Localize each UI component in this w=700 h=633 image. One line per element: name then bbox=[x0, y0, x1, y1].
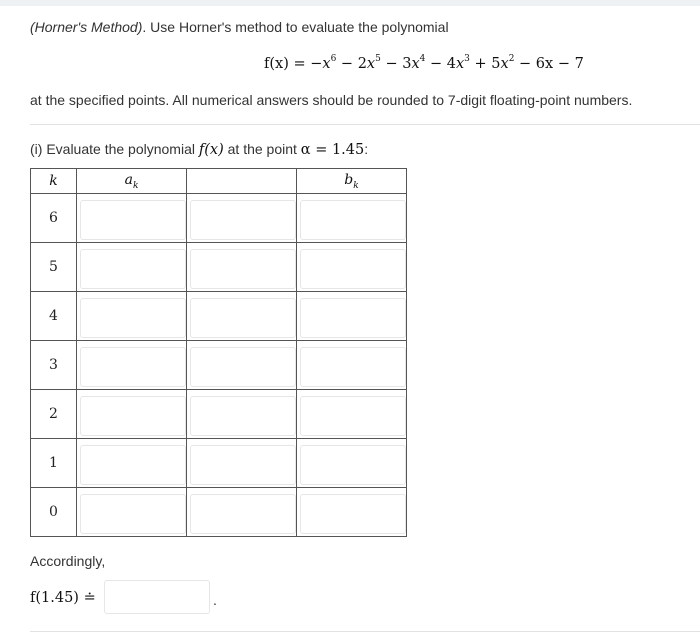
bk-cell bbox=[297, 243, 407, 292]
bk-cell bbox=[297, 341, 407, 390]
mid-cell bbox=[187, 488, 297, 537]
ak-input[interactable] bbox=[80, 298, 186, 338]
problem-intro bbox=[30, 19, 449, 35]
bk-input[interactable] bbox=[300, 249, 406, 289]
accordingly-label: Accordingly, bbox=[30, 553, 106, 569]
row-k: 0 bbox=[31, 488, 77, 537]
formula-term bbox=[425, 56, 470, 72]
ak-input[interactable] bbox=[80, 249, 186, 289]
mid-input[interactable] bbox=[190, 249, 296, 289]
rounding-instruction: at the specified points. All numerical answers should be rounded to 7-digit floating-point numbers. bbox=[30, 92, 633, 108]
ak-input[interactable] bbox=[80, 445, 186, 485]
divider-top bbox=[30, 124, 700, 125]
ak-input[interactable] bbox=[80, 347, 186, 387]
header-bk bbox=[297, 169, 407, 194]
alpha-value: α = 1.45 bbox=[300, 142, 365, 158]
mid-cell bbox=[187, 243, 297, 292]
ak-cell bbox=[77, 194, 187, 243]
ak-cell bbox=[77, 341, 187, 390]
formula-term bbox=[310, 56, 336, 72]
row-k: 3 bbox=[31, 341, 77, 390]
ak-input[interactable] bbox=[80, 494, 186, 534]
row-k: 4 bbox=[31, 292, 77, 341]
result-period: . bbox=[213, 592, 217, 608]
table-row bbox=[31, 390, 407, 439]
term-sign: + bbox=[469, 56, 492, 72]
term-variable: x bbox=[500, 56, 509, 72]
formula-term bbox=[381, 56, 426, 72]
header-b-sub: k bbox=[353, 180, 359, 191]
mid-input[interactable] bbox=[190, 494, 296, 534]
part-i-prompt bbox=[30, 141, 368, 158]
term-exponent: 4 bbox=[419, 54, 426, 64]
table-row bbox=[31, 488, 407, 537]
method-name: (Horner's Method) bbox=[30, 19, 143, 35]
formula-lhs: f(x) = bbox=[264, 56, 311, 72]
term-exponent: 2 bbox=[508, 54, 515, 64]
header-blank bbox=[187, 169, 297, 194]
term-coef: 5 bbox=[491, 56, 501, 72]
bk-cell bbox=[297, 439, 407, 488]
formula-term bbox=[470, 56, 515, 72]
table-row bbox=[31, 194, 407, 243]
mid-input[interactable] bbox=[190, 347, 296, 387]
horner-table bbox=[30, 168, 407, 537]
term-sign: − bbox=[310, 56, 323, 72]
formula-tail: − 6x − 7 bbox=[514, 56, 584, 72]
bk-cell bbox=[297, 292, 407, 341]
bk-input[interactable] bbox=[300, 347, 406, 387]
mid-input[interactable] bbox=[190, 445, 296, 485]
term-coef: 3 bbox=[402, 56, 412, 72]
ak-cell bbox=[77, 243, 187, 292]
bk-cell bbox=[297, 194, 407, 243]
header-b: b bbox=[344, 171, 354, 188]
header-k: k bbox=[31, 169, 77, 194]
part-label: (i) Evaluate the polynomial bbox=[30, 141, 199, 157]
table-row bbox=[31, 439, 407, 488]
ak-cell bbox=[77, 390, 187, 439]
header-a-sub: k bbox=[132, 180, 139, 191]
bk-input[interactable] bbox=[300, 200, 406, 240]
table-row bbox=[31, 292, 407, 341]
bk-input[interactable] bbox=[300, 396, 406, 436]
row-k: 1 bbox=[31, 439, 77, 488]
bk-input[interactable] bbox=[300, 494, 406, 534]
table-row bbox=[31, 341, 407, 390]
bk-input[interactable] bbox=[300, 298, 406, 338]
term-sign: − bbox=[336, 56, 358, 72]
header-ak bbox=[77, 169, 187, 194]
header-a: a bbox=[124, 171, 133, 188]
mid-cell bbox=[187, 439, 297, 488]
ak-cell bbox=[77, 292, 187, 341]
mid-cell bbox=[187, 341, 297, 390]
formula-terms bbox=[310, 56, 514, 72]
row-k: 5 bbox=[31, 243, 77, 292]
bk-cell bbox=[297, 390, 407, 439]
mid-cell bbox=[187, 292, 297, 341]
part-colon: : bbox=[364, 141, 369, 157]
mid-cell bbox=[187, 194, 297, 243]
term-coef: 2 bbox=[357, 56, 367, 72]
term-variable: x bbox=[455, 56, 465, 72]
ak-cell bbox=[77, 439, 187, 488]
formula-term bbox=[336, 56, 381, 72]
term-exponent: 6 bbox=[330, 54, 337, 64]
horner-body bbox=[31, 194, 407, 537]
mid-cell bbox=[187, 390, 297, 439]
table-row bbox=[31, 243, 407, 292]
bk-input[interactable] bbox=[300, 445, 406, 485]
term-sign: − bbox=[425, 56, 447, 72]
ak-input[interactable] bbox=[80, 396, 186, 436]
term-coef: 4 bbox=[446, 56, 456, 72]
bk-cell bbox=[297, 488, 407, 537]
result-label: f(1.45) ≐ bbox=[30, 590, 96, 606]
polynomial-formula bbox=[264, 54, 584, 72]
part-fx: f(x) bbox=[198, 142, 224, 158]
term-variable: x bbox=[322, 56, 331, 72]
table-header-row bbox=[31, 169, 407, 194]
ak-cell bbox=[77, 488, 187, 537]
mid-input[interactable] bbox=[190, 396, 296, 436]
part-mid: at the point bbox=[223, 141, 301, 157]
top-bar bbox=[0, 0, 700, 6]
term-variable: x bbox=[411, 56, 420, 72]
term-exponent: 3 bbox=[464, 54, 470, 64]
term-exponent: 5 bbox=[375, 54, 381, 64]
divider-bottom bbox=[30, 631, 700, 632]
row-k: 2 bbox=[31, 390, 77, 439]
result-input[interactable] bbox=[104, 580, 210, 614]
mid-input[interactable] bbox=[190, 200, 296, 240]
term-sign: − bbox=[380, 56, 403, 72]
ak-input[interactable] bbox=[80, 200, 186, 240]
term-variable: x bbox=[366, 56, 376, 72]
problem-instruction: . Use Horner's method to evaluate the polynomial bbox=[142, 19, 449, 35]
mid-input[interactable] bbox=[190, 298, 296, 338]
row-k: 6 bbox=[31, 194, 77, 243]
